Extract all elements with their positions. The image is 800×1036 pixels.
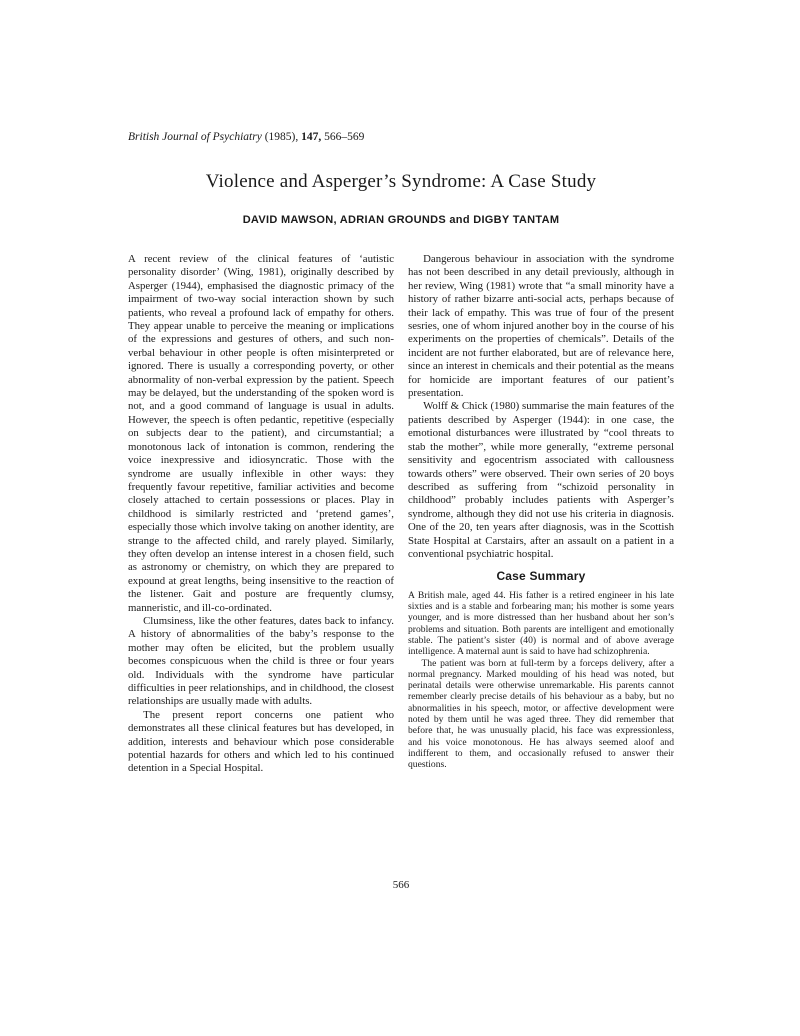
case-summary-heading: Case Summary [496, 569, 586, 584]
left-column [128, 253, 394, 776]
journal-name: British Journal of Psychiatry [128, 131, 262, 143]
journal-page-range: 566–569 [321, 131, 365, 143]
body-paragraph: A recent review of the clinical features of ‘autistic personality disorder’ (Wing, 1981), originally described by Asperger (1944), emphasised the diagnostic primacy of the impairment of two-way social interaction shown by such patients, who reveal a profound lack of empathy for others. They appear unable to perceive the meaning or implications of the expressions and gestures of others, and such non-verbal behaviour in other people is often misinterpreted or ignored. There is usually a corresponding poverty, or other abnormality of non-verbal expression by the patient. Speech may be delayed, but the understanding of the spoken word is not, and a good command of language is usual in adults. However, the speech is often pedantic, repetitive (especially on subjects dear to the patient), and circumstantial; a monotonous lack of intonation is common, rendering the voice inexpressive and idiosyncratic. Those with the syndrome are usually inflexible in other ways: they frequently favour repetitive, familiar activities and become closely attached to certain possessions or places. Play in childhood is similarly restricted and ‘pretend games’, especially those which involve taking on another identity, are strange to the affected child, and rarely played. Similarly, they often develop an intense interest in a chosen field, such as astronomy or chemistry, on which they are prepared to expound at great lengths, being insensitive to the reaction of the listener. Gait and posture are frequently clumsy, manneristic, and ill-co-ordinated. [128, 253, 394, 614]
article-title: Violence and Asperger’s Syndrome: A Case Study [205, 171, 597, 192]
article-authors: DAVID MAWSON, ADRIAN GROUNDS and DIGBY TANTAM [242, 214, 560, 226]
body-paragraph: Dangerous behaviour in association with the syndrome has not been described in any detail previously, although in her review, Wing (1981) wrote that “a small minority have a history of rather bizarre anti-social acts, perhaps because of their lack of empathy. This was true of four of the present sesries, one of whom injured another boy in the course of his experiments on the properties of chemicals”. Details of the incident are not further elaborated, but are of relevance here, since an interest in chemicals and their potential as the means for homicide are important features of our patient’s presentation. [408, 253, 674, 400]
page-content [128, 130, 674, 776]
journal-volume: 147, [301, 131, 322, 143]
body-paragraph: The present report concerns one patient who demonstrates all these clinical features but has developed, in addition, interests and behaviour which pose considerable potential hazards for others and which led to his continued detention in a Special Hospital. [128, 708, 394, 775]
two-column-body [128, 253, 674, 776]
journal-year: (1985), [261, 131, 302, 143]
journal-citation [128, 130, 674, 144]
page-number: 566 [392, 879, 410, 891]
body-paragraph: Clumsiness, like the other features, dates back to infancy. A history of abnormalities of the baby’s response to the mother may often be elicited, but the problem usually becomes conspicuous when the child is three or four years old. Individuals with the syndrome have particular difficulties in peer relationships, and in childhood, the closest relationships are usually made with adults. [128, 614, 394, 708]
case-summary-paragraph: The patient was born at full-term by a forceps delivery, after a normal pregnancy. Marked moulding of his head was noted, but perinatal details were otherwise unremarkable. His parents cannot remember clearly precise details of his behaviour as a baby, but no abnormalities in his speech, motor, or affective development were noted by them until he was aged three. They did remember that before that, he was unusually placid, his face was expressionless, and his voice monotonous. He has always seemed aloof and indifferent to them, and occasionally refused to answer their questions. [408, 657, 674, 771]
case-summary-paragraph: A British male, aged 44. His father is a retired engineer in his late sixties and is a stable and forbearing man; his mother is some years younger, and is more distressed than her husband about her son’s problems and situation. Both parents are intelligent and emotionally stable. The patient’s sister (40) is normal and of above average intelligence. A maternal aunt is said to have had schizophrenia. [408, 589, 674, 658]
right-column [408, 253, 674, 776]
body-paragraph: Wolff & Chick (1980) summarise the main features of the patients described by Asperger (1944): in one case, the emotional disturbances were illustrated by “cool threats to stab the mother”, while more generally, “extreme personal sensitivity and egocentrism associated with callousness towards others” were observed. Their own series of 20 boys described as suffering from “schizoid personality in childhood” probably includes patients with Asperger’s syndrome, although they did not use his criteria in diagnosis. One of the 20, ten years after diagnosis, was in the Scottish State Hospital at Carstairs, after an assault on a patient in a conventional psychiatric hospital. [408, 400, 674, 560]
